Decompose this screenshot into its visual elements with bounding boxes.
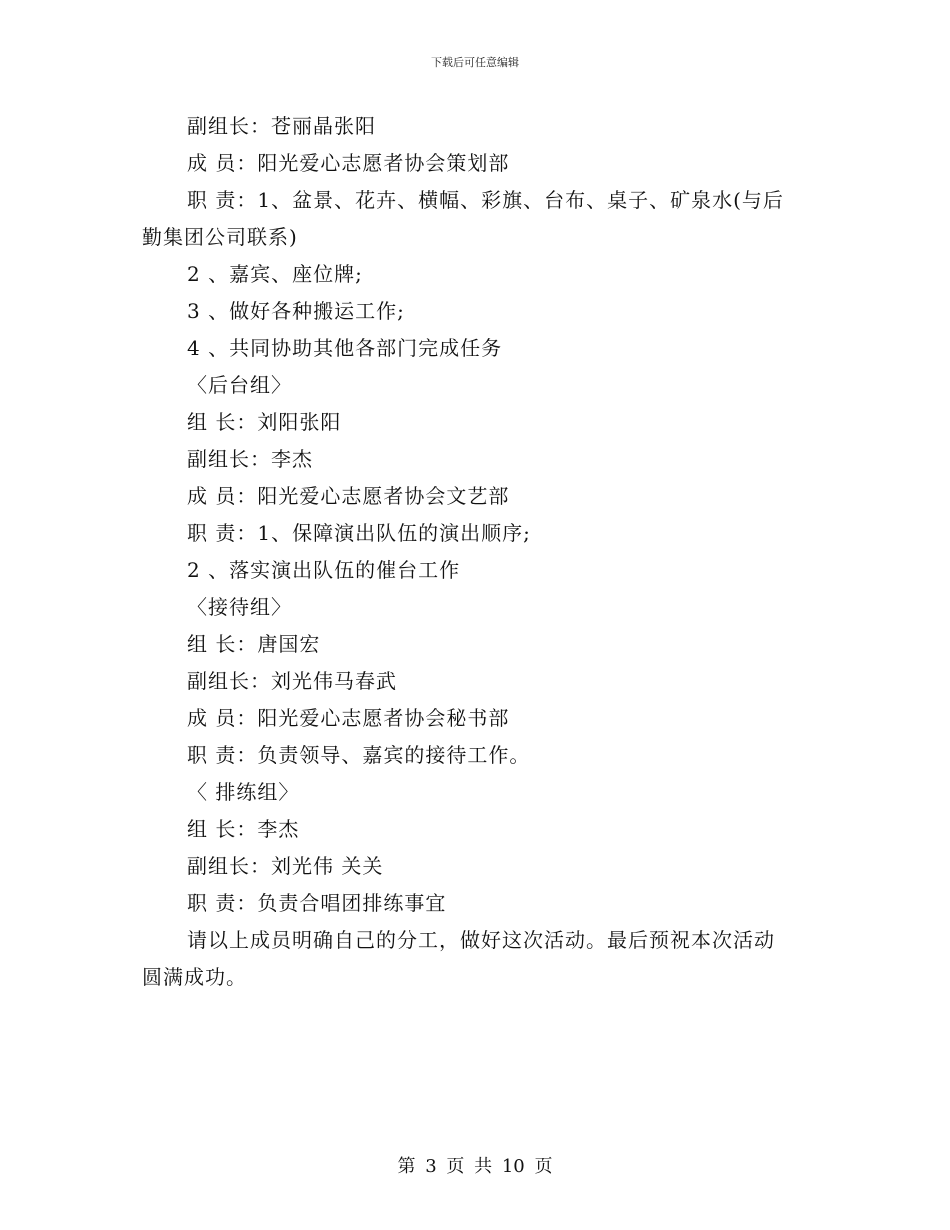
text-line: 请以上成员明确自己的分工，做好这次活动。最后预祝本次活动 (187, 928, 775, 952)
text-line: 组 长：李杰 (187, 817, 300, 841)
section-heading: 〈后台组〉 (187, 373, 292, 397)
text-line: 职 责：1、保障演出队伍的演出顺序; (187, 521, 531, 545)
text-line: 副组长：李杰 (187, 447, 313, 471)
text-line: 4 、共同协助其他各部门完成任务 (187, 336, 503, 360)
text-line: 副组长：苍丽晶张阳 (187, 114, 376, 138)
text-line: 职 责：负责合唱团排练事宜 (187, 891, 447, 915)
section-heading: 〈接待组〉 (187, 595, 292, 619)
text-line: 勤集团公司联系) (142, 225, 298, 249)
document-body (142, 108, 810, 996)
text-line: 职 责：负责领导、嘉宾的接待工作。 (187, 743, 531, 767)
text-line: 副组长：刘光伟马春武 (187, 669, 397, 693)
text-line: 成 员：阳光爱心志愿者协会策划部 (187, 151, 510, 175)
text-line: 副组长：刘光伟 关关 (187, 854, 384, 878)
text-line: 组 长：唐国宏 (187, 632, 321, 656)
text-line: 3 、做好各种搬运工作; (187, 299, 405, 323)
page-number-footer: 第 3 页 共 10 页 (397, 1156, 553, 1177)
text-line: 成 员：阳光爱心志愿者协会秘书部 (187, 706, 510, 730)
text-line: 2 、嘉宾、座位牌; (187, 262, 363, 286)
page-header: 下载后可任意编辑 (431, 56, 519, 69)
text-line: 组 长：刘阳张阳 (187, 410, 342, 434)
section-heading: 〈 排练组〉 (187, 780, 300, 804)
text-line: 成 员：阳光爱心志愿者协会文艺部 (187, 484, 510, 508)
text-line: 职 责：1、盆景、花卉、横幅、彩旗、台布、桌子、矿泉水(与后 (187, 188, 784, 212)
text-line: 2 、落实演出队伍的催台工作 (187, 558, 461, 582)
text-line: 圆满成功。 (142, 965, 247, 989)
